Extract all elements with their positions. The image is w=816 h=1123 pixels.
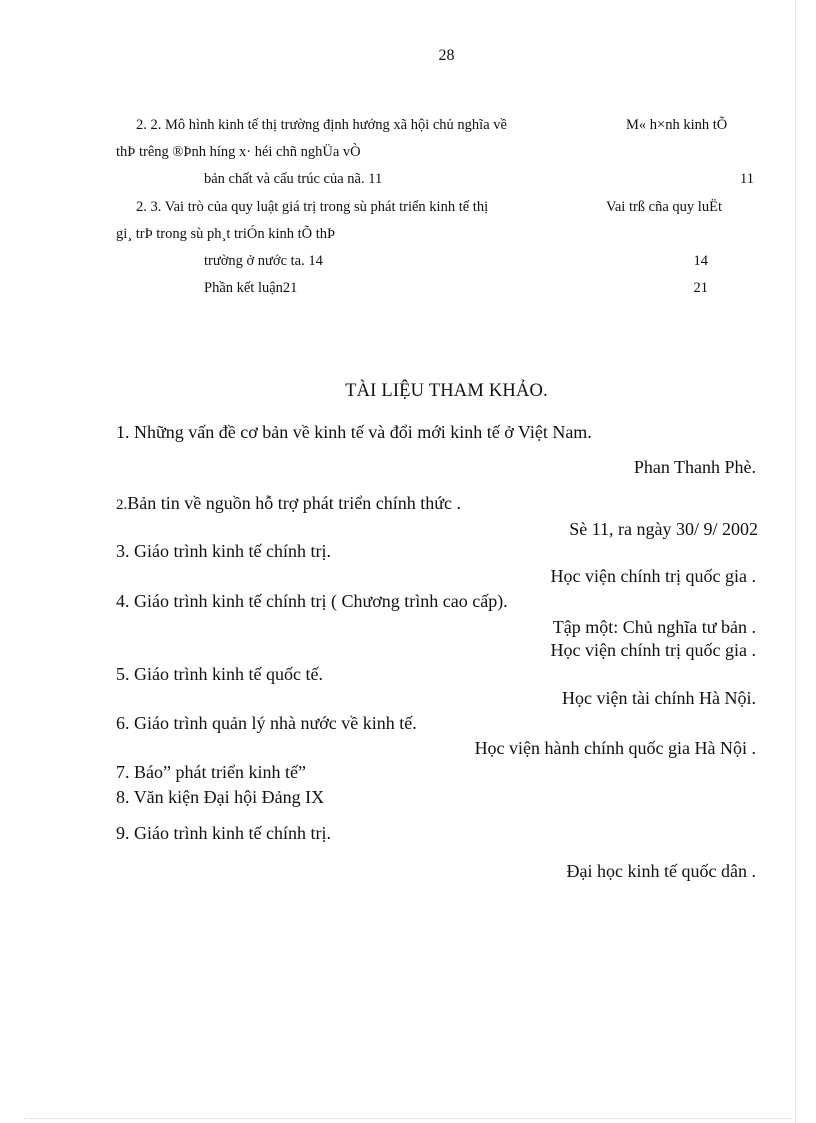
reference-title: Bản tin về nguồn hỗ trợ phát triển chính thức .	[127, 493, 461, 513]
toc-entry-conclusion: Phần kết luận21	[204, 280, 298, 296]
reference-number: 2.	[116, 497, 128, 513]
page-number: 28	[438, 47, 455, 64]
reference-number: 9.	[116, 823, 130, 843]
reference-1-source: Phan Thanh Phè.	[633, 457, 756, 477]
reference-5	[116, 665, 323, 683]
references-heading: TÀI LIỆU THAM KHẢO.	[345, 381, 548, 401]
toc-entry-2-3-line3: trường ở nước ta. 14	[204, 253, 323, 269]
page-edge-rule	[795, 0, 796, 1123]
reference-title: Giáo trình kinh tế chính trị ( Chương trình cao cấp).	[134, 591, 508, 611]
toc-entry-2-3-page: 14	[693, 253, 708, 269]
reference-4	[116, 592, 508, 610]
reference-1	[116, 423, 592, 441]
reference-title: Những vấn đề cơ bản về kinh tế và đổi mới kinh tế ở Việt Nam.	[134, 422, 592, 442]
reference-title: Giáo trình kinh tế quốc tế.	[134, 664, 323, 684]
reference-8	[116, 788, 324, 806]
toc-entry-conclusion-page: 21	[693, 280, 708, 296]
reference-9	[116, 824, 331, 842]
reference-number: 5.	[116, 664, 130, 684]
toc-entry-2-3-line1: 2. 3. Vai trò của quy luật giá trị trong sù phát triển kinh tế thị	[136, 199, 489, 215]
reference-4-source-line1: Tập một: Chủ nghĩa tư bản .	[552, 617, 756, 637]
toc-entry-2-2-page: 11	[740, 171, 754, 187]
toc-entry-2-2-line2: thÞ trêng ®Þnh híng x· héi chñ nghÜa vÒ	[116, 144, 361, 160]
toc-entry-2-2-line1: 2. 2. Mô hình kinh tế thị trường định hướng xã hội chủ nghĩa về	[136, 117, 507, 133]
reference-2-source: Sè 11, ra ngày 30/ 9/ 2002	[569, 519, 758, 539]
reference-number: 4.	[116, 591, 130, 611]
toc-entry-2-2-garbled-title: M« h×nh kinh tÕ	[626, 117, 728, 133]
page-bottom-border	[24, 1118, 792, 1119]
reference-title: Giáo trình quản lý nhà nước về kinh tế.	[134, 713, 417, 733]
reference-3	[116, 542, 331, 560]
reference-9-source: Đại học kinh tế quốc dân .	[566, 861, 756, 881]
reference-number: 6.	[116, 713, 130, 733]
reference-6	[116, 714, 417, 732]
reference-title: Báo” phát triển kinh tế”	[134, 762, 306, 782]
reference-number: 8.	[116, 787, 130, 807]
reference-number: 3.	[116, 541, 130, 561]
reference-title: Giáo trình kinh tế chính trị.	[134, 823, 331, 843]
toc-entry-2-3-garbled-title: Vai trß cña quy luËt	[606, 199, 722, 215]
reference-7	[116, 763, 306, 781]
reference-2	[116, 494, 461, 513]
toc-entry-2-3-line2: gi¸ trÞ trong sù ph¸t triÓn kinh tÕ thÞ	[116, 226, 336, 242]
reference-4-source-line2: Học viện chính trị quốc gia .	[550, 640, 756, 660]
reference-title: Văn kiện Đại hội Đảng IX	[133, 787, 325, 807]
reference-number: 7.	[116, 762, 130, 782]
reference-3-source: Học viện chính trị quốc gia .	[550, 566, 756, 586]
reference-6-source: Học viện hành chính quốc gia Hà Nội .	[474, 738, 756, 758]
reference-number: 1.	[116, 422, 130, 442]
reference-5-source: Học viện tài chính Hà Nội.	[562, 688, 756, 708]
reference-title: Giáo trình kinh tế chính trị.	[134, 541, 331, 561]
toc-entry-2-2-line3: bản chất và cấu trúc của nã. 11	[204, 171, 383, 187]
